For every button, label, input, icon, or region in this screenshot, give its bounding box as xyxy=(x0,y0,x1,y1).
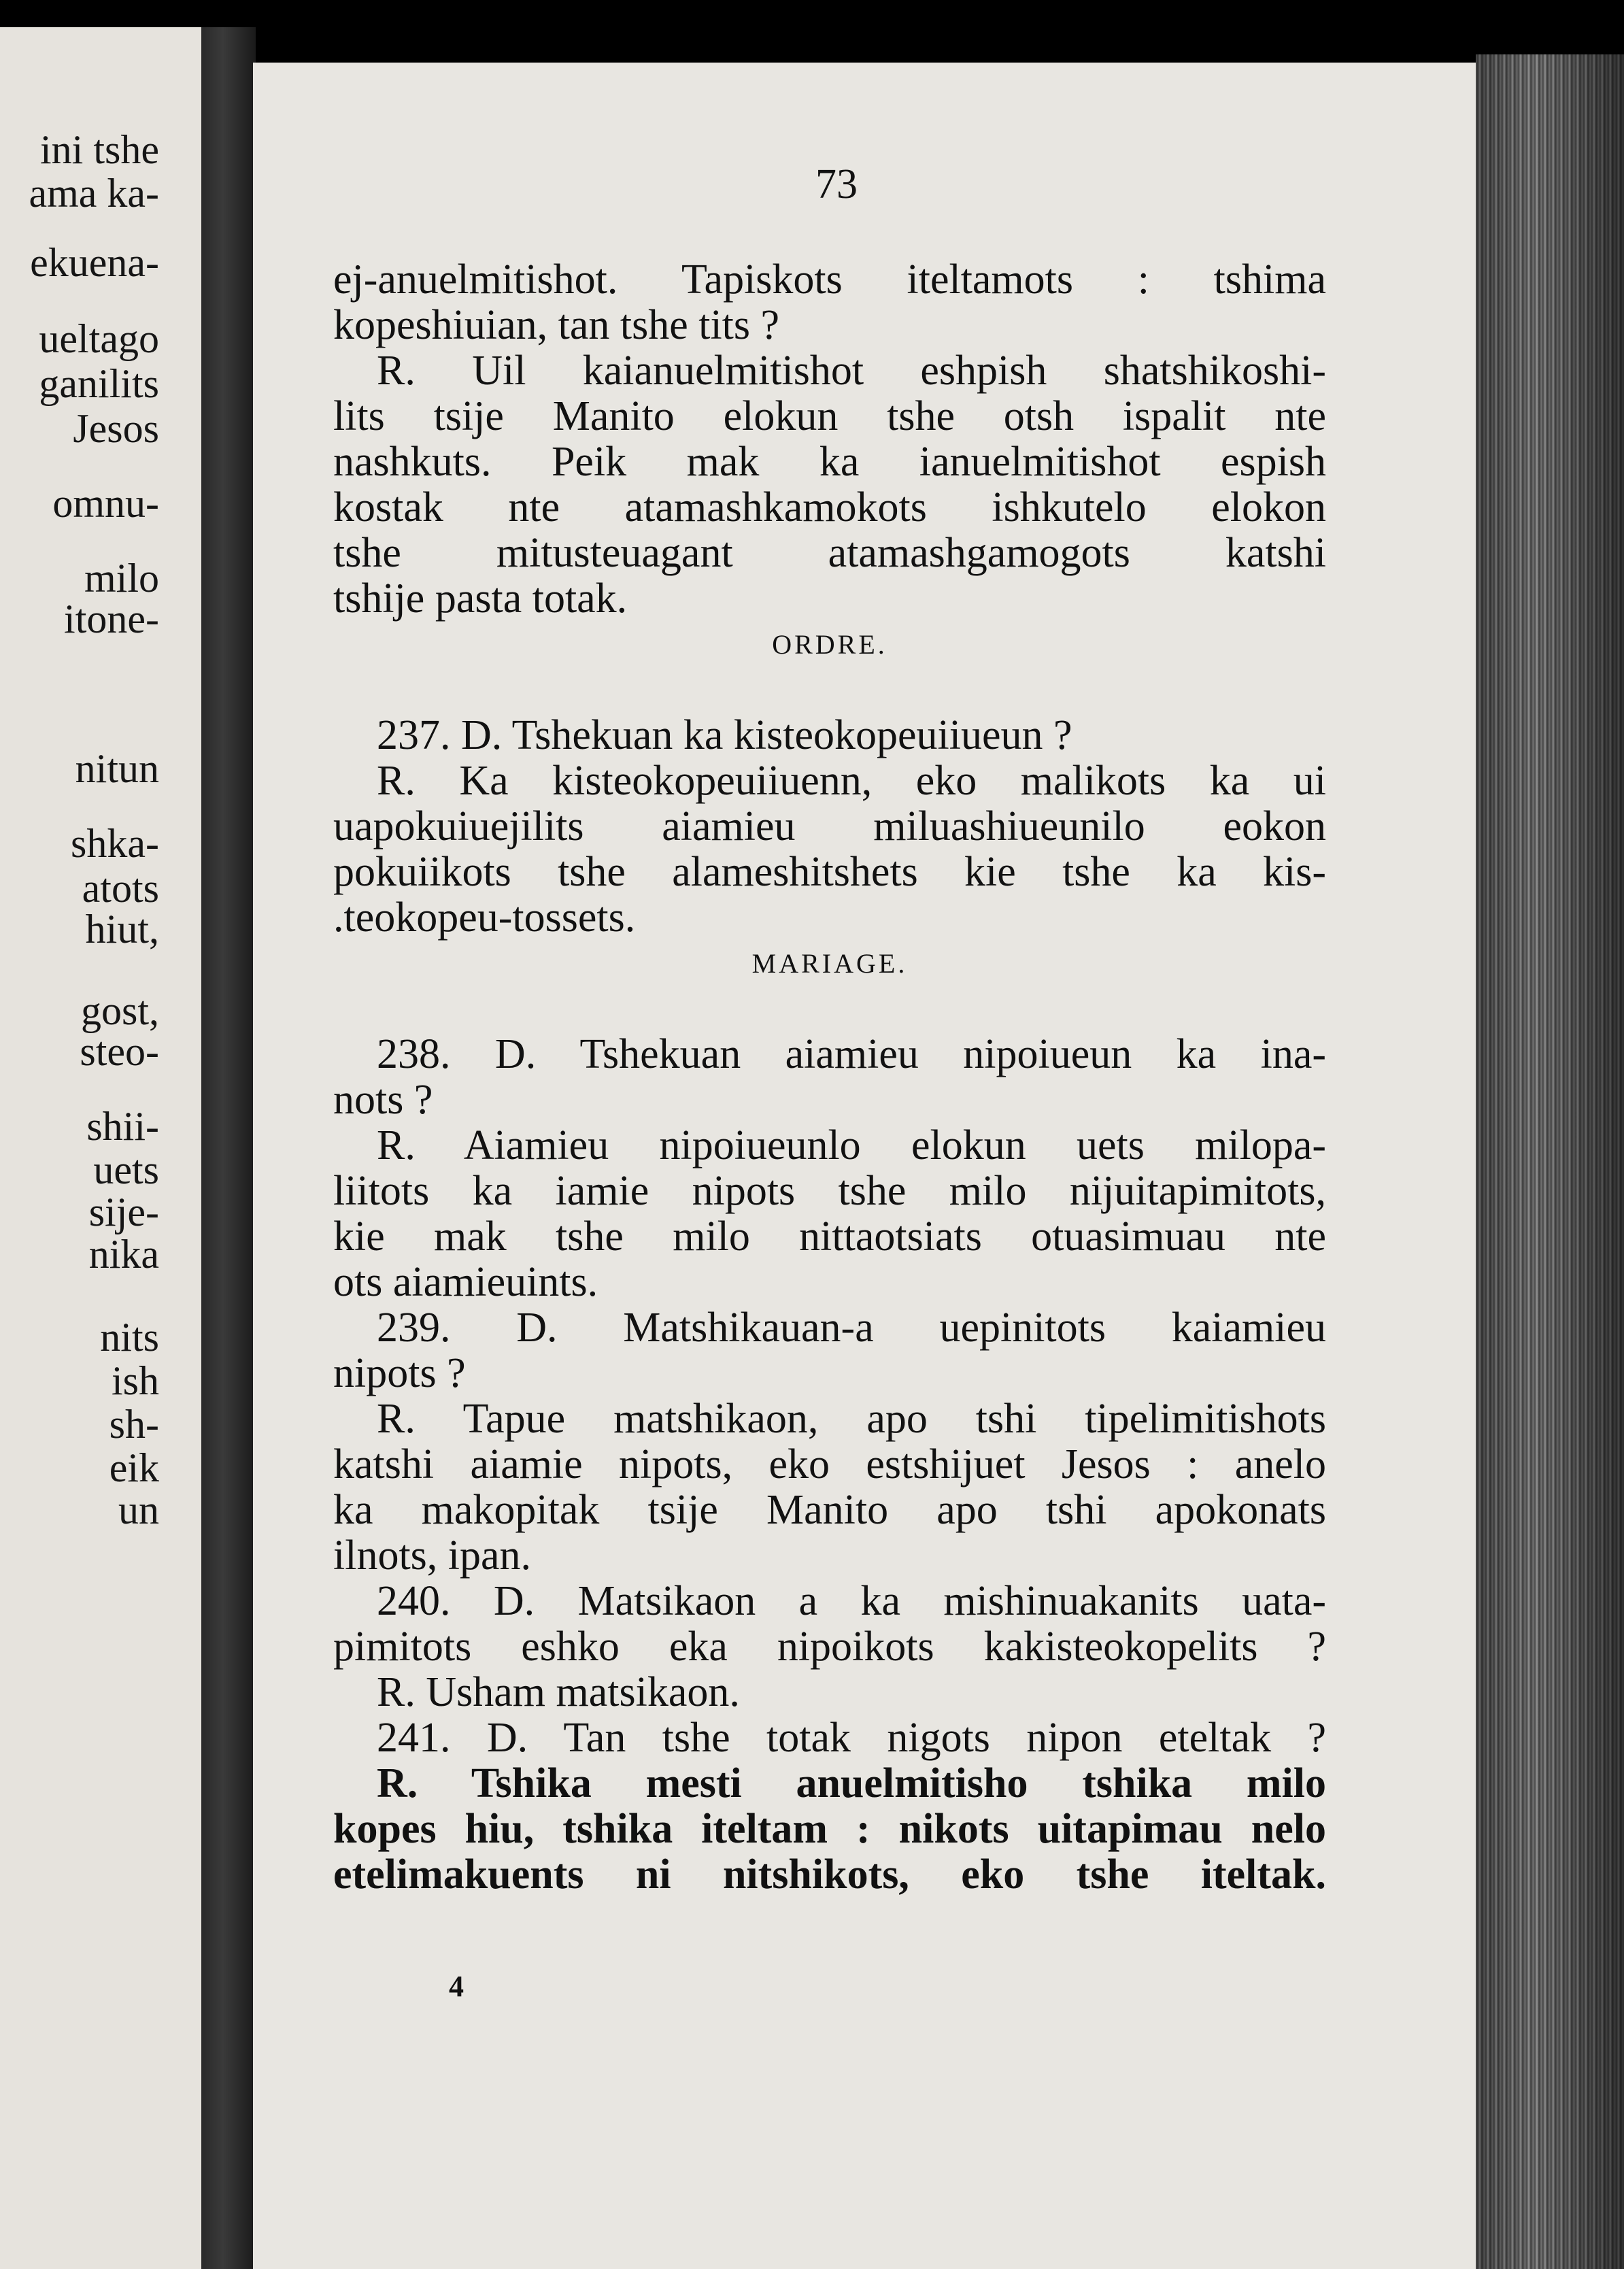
book-gutter xyxy=(201,27,256,2269)
left-page-fragment: shka- xyxy=(71,821,159,866)
left-page-fragment: sh- xyxy=(109,1402,159,1447)
answer-line: ilnots, ipan. xyxy=(333,1532,532,1579)
answer-line: katshi aiamie nipots, eko estshijuet Jesos : anelo xyxy=(333,1441,1326,1488)
spacer xyxy=(333,986,1326,1032)
answer-line: ots aiamieuints. xyxy=(333,1259,598,1305)
question-240-cont: pimitots eshko eka nipoikots kakisteokopelits ? xyxy=(333,1624,1326,1670)
left-page-fragment: itone- xyxy=(64,596,159,641)
text-line: R. Uil kaianuelmitishot eshpish shatshikoshi- xyxy=(377,348,1326,394)
answer-line: R. Tapue matshikaon, apo tshi tipelimitishots xyxy=(377,1396,1326,1442)
text-line: ej-anuelmitishot. Tapiskots iteltamots : tshima xyxy=(333,256,1326,303)
left-page-fragment: nitun xyxy=(75,746,159,791)
answer-line: kie mak tshe milo nittaotsiats otuasimuau nte xyxy=(333,1213,1326,1260)
signature-mark: 4 xyxy=(449,1970,464,2003)
answer-line: pokuiikots tshe alameshitshets kie tshe ka kis- xyxy=(333,849,1326,895)
spacer xyxy=(333,667,1326,713)
page-body xyxy=(333,257,1326,1898)
left-page-fragment: atots xyxy=(82,866,159,911)
left-page-fragment: shii- xyxy=(86,1104,159,1149)
page-stack-shadow xyxy=(1476,54,1624,2269)
answer-line: R. Ka kisteokopeuiiuenn, eko malikots ka ui xyxy=(377,758,1326,804)
left-page-fragment: hiut, xyxy=(85,907,159,952)
left-page-fragment: nits xyxy=(100,1315,159,1360)
left-page-fragment: steo- xyxy=(80,1029,159,1074)
left-page-fragment: ish xyxy=(111,1358,159,1403)
section-heading-ordre: ORDRE. xyxy=(772,629,887,660)
left-page-fragment: ganilits xyxy=(39,361,159,406)
left-page-fragment: sije- xyxy=(88,1190,159,1234)
left-page-fragment: uets xyxy=(93,1147,159,1192)
left-page-fragment: eik xyxy=(109,1445,159,1490)
left-page-fragment: milo xyxy=(84,556,159,601)
question-237: 237. D. Tshekuan ka kisteokopeuiiueun ? xyxy=(377,712,1072,758)
page-number: 73 xyxy=(815,161,858,207)
left-page-fragment: ama ka- xyxy=(29,171,159,216)
answer-line: R. Usham matsikaon. xyxy=(377,1669,740,1715)
left-page-fragment: ini tshe xyxy=(40,127,159,172)
text-line: nashkuts. Peik mak ka ianuelmitishot espish xyxy=(333,439,1326,485)
question-239-cont: nipots ? xyxy=(333,1350,466,1396)
answer-line: kopes hiu, tshika iteltam : nikots uitapimau nelo xyxy=(333,1806,1326,1852)
answer-line: liitots ka iamie nipots tshe milo nijuitapimitots, xyxy=(333,1168,1326,1214)
left-page-fragment: un xyxy=(118,1488,159,1532)
answer-line: R. Tshika mesti anuelmitisho tshika milo xyxy=(377,1760,1326,1806)
text-line: lits tsije Manito elokun tshe otsh ispalit nte xyxy=(333,393,1326,439)
left-page-fragment: gost, xyxy=(80,988,159,1033)
left-page-fragment: omnu- xyxy=(52,481,159,526)
answer-line: etelimakuents ni nitshikots, eko tshe iteltak. xyxy=(333,1851,1326,1898)
text-line: kopeshiuian, tan tshe tits ? xyxy=(333,302,780,348)
left-page-fragment: nika xyxy=(88,1232,159,1277)
answer-line: .teokopeu-tossets. xyxy=(333,894,636,941)
question-241: 241. D. Tan tshe totak nigots nipon eteltak ? xyxy=(377,1715,1326,1761)
text-line: tshe mitusteuagant atamashgamogots katshi xyxy=(333,530,1326,576)
text-line: tshije pasta totak. xyxy=(333,575,628,622)
question-239: 239. D. Matshikauan-a uepinitots kaiamieu xyxy=(377,1305,1326,1351)
left-page-fragment: ueltago xyxy=(39,316,159,361)
answer-line: uapokuiuejilits aiamieu miluashiueunilo eokon xyxy=(333,803,1326,850)
text-line: kostak nte atamashkamokots ishkutelo elokon xyxy=(333,484,1326,531)
section-heading-mariage: MARIAGE. xyxy=(751,948,908,979)
previous-page-edge xyxy=(0,27,207,2269)
left-page-fragment: ekuena- xyxy=(30,240,159,285)
question-238-cont: nots ? xyxy=(333,1077,433,1123)
question-240: 240. D. Matsikaon a ka mishinuakanits uata- xyxy=(377,1578,1326,1624)
left-page-fragment: Jesos xyxy=(73,406,159,451)
question-238: 238. D. Tshekuan aiamieu nipoiueun ka ina- xyxy=(377,1031,1326,1077)
answer-line: ka makopitak tsije Manito apo tshi apokonats xyxy=(333,1487,1326,1533)
answer-line: R. Aiamieu nipoiueunlo elokun uets milopa- xyxy=(377,1122,1326,1169)
